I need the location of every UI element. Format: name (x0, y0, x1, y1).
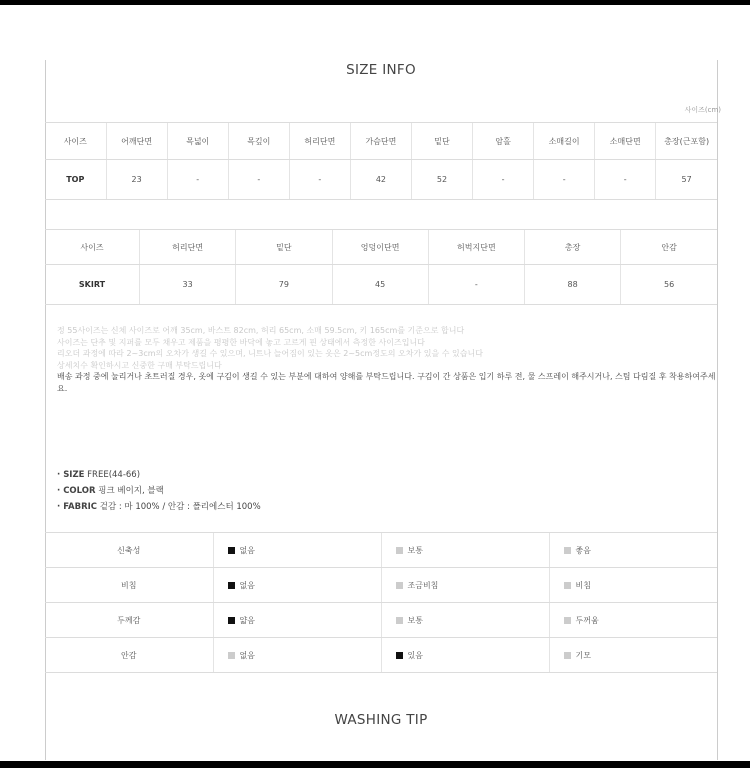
value-cell: - (534, 160, 595, 200)
header-cell: 안감 (621, 230, 717, 265)
header-cell: 목깊이 (228, 123, 289, 160)
wrinkle-notice: 배송 과정 중에 눌리거나 초트러질 경우, 옷에 구김이 생길 수 있는 부분에 대하여 양해를 부탁드립니다. 구김이 간 상품은 입기 하루 전, 물 스프레이 해주시거나, 스팀 다림질 후 착용하여주세요. (57, 372, 716, 393)
header-cell: 사이즈 (45, 230, 140, 265)
checkbox-square-icon (564, 652, 571, 659)
header-cell: 밑단 (411, 123, 472, 160)
attribute-option (549, 638, 717, 673)
spec-fabric-value: 겉감 : 마 100% / 안감 : 폴리에스터 100% (99, 502, 261, 512)
value-cell: - (167, 160, 228, 200)
right-border-line (717, 60, 718, 760)
value-cell: 33 (140, 265, 236, 305)
option-label: 있음 (407, 650, 423, 660)
checkbox-square-icon (564, 547, 571, 554)
top-table-header-row (45, 123, 717, 160)
attribute-option (213, 533, 381, 568)
spec-size (57, 467, 261, 483)
note-line: 정 55사이즈는 신체 사이즈로 어깨 35cm, 바스트 82cm, 허리 65cm, 소매 59.5cm, 키 165cm를 기준으로 합니다 (57, 326, 465, 335)
header-cell: 총장(근포함) (656, 123, 717, 160)
option-label: 기모 (575, 650, 591, 660)
attribute-label: 안감 (45, 638, 213, 673)
option-label: 없음 (239, 650, 255, 660)
fabric-attribute-table (45, 532, 717, 673)
spec-color-value: 핑크 베이지, 블랙 (98, 486, 164, 496)
attribute-option (549, 568, 717, 603)
header-cell: 밑단 (236, 230, 332, 265)
table-row (45, 160, 717, 200)
skirt-size-table (45, 229, 717, 305)
spec-size-value: FREE(44-66) (87, 470, 141, 480)
option-label: 보통 (407, 545, 423, 555)
header-cell: 목넓이 (167, 123, 228, 160)
value-cell: 57 (656, 160, 717, 200)
attribute-option (549, 533, 717, 568)
attribute-option (213, 603, 381, 638)
value-cell: - (595, 160, 656, 200)
checkbox-square-icon (396, 547, 403, 554)
attribute-row-sheerness (45, 568, 717, 603)
attribute-option (381, 568, 549, 603)
checkbox-square-icon (564, 582, 571, 589)
header-cell: 총장 (525, 230, 621, 265)
checkbox-square-icon (396, 617, 403, 624)
option-label: 없음 (239, 545, 255, 555)
bottom-black-bar (0, 761, 750, 768)
checkbox-square-icon (564, 617, 571, 624)
header-cell: 허리단면 (140, 230, 236, 265)
option-label: 조금비침 (407, 580, 439, 590)
option-label: 얇음 (239, 615, 255, 625)
washing-tip-title: WASHING TIP (334, 712, 428, 728)
value-cell: - (228, 160, 289, 200)
product-spec (57, 467, 261, 515)
option-label: 두꺼움 (575, 615, 599, 625)
top-size-table (45, 122, 717, 200)
spec-fabric-label: · FABRIC (57, 502, 98, 512)
spec-size-label: · SIZE (57, 470, 85, 480)
spec-fabric (57, 499, 261, 515)
note-line: 사이즈는 단추 및 지퍼를 모두 채우고 제품을 평평한 바닥에 놓고 고르게 핀 상태에서 측정한 사이즈입니다 (57, 337, 425, 347)
value-cell: - (428, 265, 524, 305)
option-label: 비침 (575, 580, 591, 590)
value-cell: - (473, 160, 534, 200)
checkbox-square-icon (396, 582, 403, 589)
header-cell: 사이즈 (45, 123, 106, 160)
checkbox-square-icon (396, 652, 403, 659)
value-cell: 56 (621, 265, 717, 305)
attribute-row-thickness (45, 603, 717, 638)
attribute-option (381, 638, 549, 673)
row-label-cell: SKIRT (45, 265, 140, 305)
header-cell: 소매길이 (534, 123, 595, 160)
note-line: 상세치수 확인하시고 신중한 구매 부탁드립니다 (57, 360, 222, 370)
value-cell: 79 (236, 265, 332, 305)
value-cell: 88 (525, 265, 621, 305)
value-cell: 45 (332, 265, 428, 305)
product-detail-frame (45, 5, 721, 761)
attribute-option (549, 603, 717, 638)
row-label-cell: TOP (45, 160, 106, 200)
attribute-option (213, 638, 381, 673)
unit-label: 사이즈(cm) (684, 106, 721, 114)
value-cell: 42 (350, 160, 411, 200)
attribute-label: 비침 (45, 568, 213, 603)
attribute-option (381, 533, 549, 568)
value-cell: 52 (411, 160, 472, 200)
size-info-title: SIZE INFO (346, 62, 416, 78)
value-cell: 23 (106, 160, 167, 200)
checkbox-square-icon (228, 547, 235, 554)
option-label: 좋음 (575, 545, 591, 555)
value-cell: - (289, 160, 350, 200)
header-cell: 엉덩이단면 (332, 230, 428, 265)
attribute-row-stretch (45, 533, 717, 568)
attribute-label: 두께감 (45, 603, 213, 638)
checkbox-square-icon (228, 652, 235, 659)
header-cell: 허리단면 (289, 123, 350, 160)
header-cell: 소매단면 (595, 123, 656, 160)
header-cell: 어깨단면 (106, 123, 167, 160)
attribute-option (381, 603, 549, 638)
attribute-option (213, 568, 381, 603)
note-line: 리오더 과정에 따라 2~3cm의 오차가 생길 수 있으며, 니트나 늘어짐이 있는 옷은 2~5cm정도의 오차가 있을 수 있습니다 (57, 349, 483, 358)
attribute-row-lining (45, 638, 717, 673)
skirt-table-header-row (45, 230, 717, 265)
checkbox-square-icon (228, 617, 235, 624)
checkbox-square-icon (228, 582, 235, 589)
table-row (45, 265, 717, 305)
spec-color (57, 483, 261, 499)
option-label: 없음 (239, 580, 255, 590)
spec-color-label: · COLOR (57, 486, 96, 496)
size-notes (57, 325, 717, 394)
option-label: 보통 (407, 615, 423, 625)
header-cell: 가슴단면 (350, 123, 411, 160)
header-cell: 암홀 (473, 123, 534, 160)
attribute-label: 신축성 (45, 533, 213, 568)
header-cell: 허벅지단면 (428, 230, 524, 265)
